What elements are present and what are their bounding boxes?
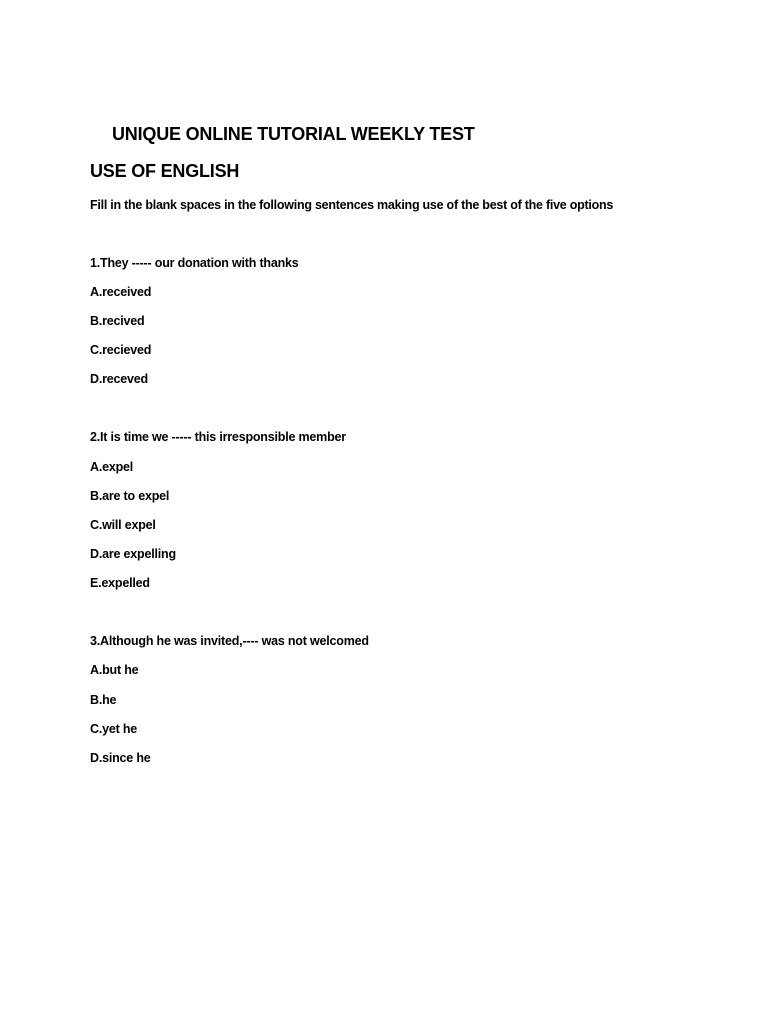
question-2-option-c: C.will expel (90, 518, 156, 532)
question-2-option-e: E.expelled (90, 576, 150, 590)
instructions-text: Fill in the blank spaces in the following sentences making use of the best of the five options (90, 198, 614, 212)
question-2-option-b: B.are to expel (90, 489, 170, 503)
question-3-option-a: A.but he (90, 663, 139, 677)
question-1-option-b: B.recived (90, 314, 145, 328)
section-heading: USE OF ENGLISH (90, 161, 240, 181)
question-2-option-a: A.expel (90, 460, 134, 474)
question-2-option-d: D.are expelling (90, 547, 176, 561)
question-2-prompt: 2.It is time we ----- this irresponsible member (90, 430, 346, 444)
question-1-option-a: A.received (90, 285, 152, 299)
question-3-prompt: 3.Although he was invited,---- was not welcomed (90, 634, 369, 648)
question-3-option-b: B.he (90, 693, 117, 707)
question-3-option-d: D.since he (90, 751, 151, 765)
question-1-option-c: C.recieved (90, 343, 152, 357)
question-1-option-d: D.receved (90, 372, 148, 386)
question-1-prompt: 1.They ----- our donation with thanks (90, 256, 299, 270)
page-title: UNIQUE ONLINE TUTORIAL WEEKLY TEST (112, 124, 475, 144)
question-3-option-c: C.yet he (90, 722, 138, 736)
